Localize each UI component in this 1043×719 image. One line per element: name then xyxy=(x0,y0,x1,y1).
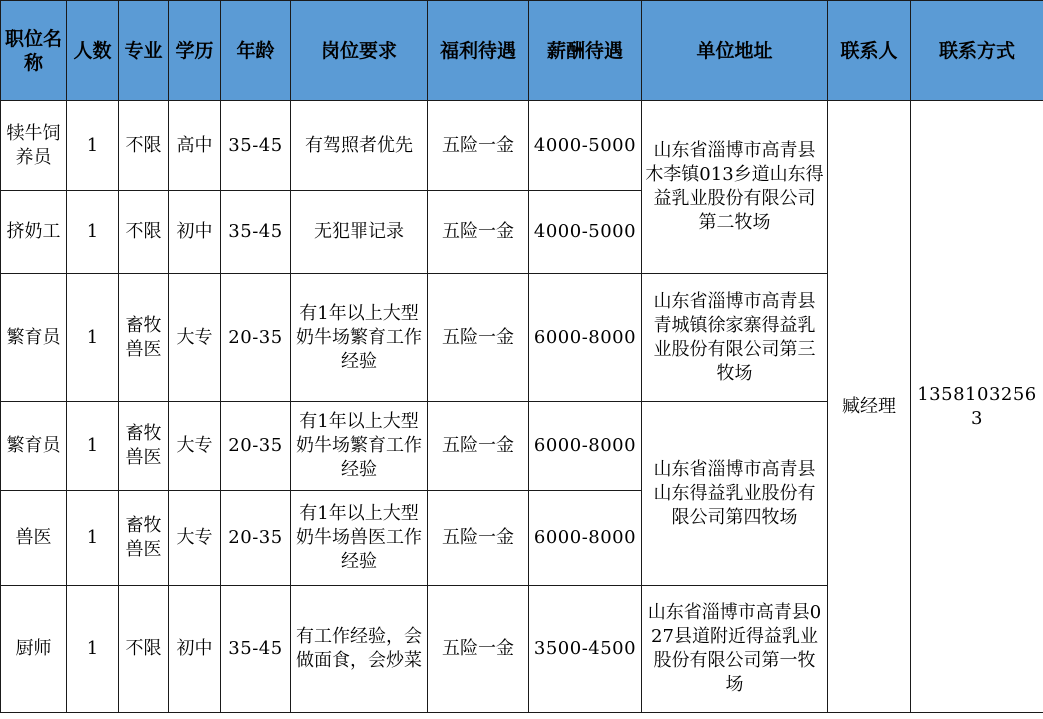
position-cell: 犊牛饲养员 xyxy=(1,101,67,191)
count-cell: 1 xyxy=(67,274,119,402)
header-education: 学历 xyxy=(169,1,221,101)
benefits-cell: 五险一金 xyxy=(428,101,529,191)
header-age: 年龄 xyxy=(221,1,291,101)
benefits-cell: 五险一金 xyxy=(428,491,529,586)
header-benefits: 福利待遇 xyxy=(428,1,529,101)
education-cell: 高中 xyxy=(169,101,221,191)
requirement-cell: 有1年以上大型奶牛场兽医工作经验 xyxy=(291,491,428,586)
address-cell: 山东省淄博市高青县山东得益乳业股份有限公司第四牧场 xyxy=(642,402,828,586)
position-cell: 繁育员 xyxy=(1,402,67,491)
requirement-cell: 有驾照者优先 xyxy=(291,101,428,191)
contact-person-cell: 臧经理 xyxy=(828,101,911,713)
position-cell: 挤奶工 xyxy=(1,191,67,274)
major-cell: 不限 xyxy=(119,586,169,713)
salary-cell: 4000-5000 xyxy=(529,101,642,191)
education-cell: 大专 xyxy=(169,402,221,491)
education-cell: 大专 xyxy=(169,274,221,402)
salary-cell: 3500-4500 xyxy=(529,586,642,713)
major-cell: 畜牧兽医 xyxy=(119,402,169,491)
address-cell: 山东省淄博市高青县木李镇013乡道山东得益乳业股份有限公司第二牧场 xyxy=(642,101,828,274)
major-cell: 畜牧兽医 xyxy=(119,274,169,402)
salary-cell: 6000-8000 xyxy=(529,491,642,586)
count-cell: 1 xyxy=(67,402,119,491)
count-cell: 1 xyxy=(67,101,119,191)
age-cell: 20-35 xyxy=(221,274,291,402)
table-row xyxy=(1,101,1043,191)
header-contact-person: 联系人 xyxy=(828,1,911,101)
count-cell: 1 xyxy=(67,191,119,274)
major-cell: 畜牧兽医 xyxy=(119,491,169,586)
salary-cell: 6000-8000 xyxy=(529,274,642,402)
major-cell: 不限 xyxy=(119,191,169,274)
education-cell: 初中 xyxy=(169,191,221,274)
header-major: 专业 xyxy=(119,1,169,101)
count-cell: 1 xyxy=(67,586,119,713)
header-count: 人数 xyxy=(67,1,119,101)
requirement-cell: 无犯罪记录 xyxy=(291,191,428,274)
age-cell: 20-35 xyxy=(221,491,291,586)
age-cell: 35-45 xyxy=(221,101,291,191)
benefits-cell: 五险一金 xyxy=(428,402,529,491)
benefits-cell: 五险一金 xyxy=(428,586,529,713)
header-position: 职位名称 xyxy=(1,1,67,101)
position-cell: 兽医 xyxy=(1,491,67,586)
requirement-cell: 有工作经验，会做面食，会炒菜 xyxy=(291,586,428,713)
header-row xyxy=(1,1,1043,101)
age-cell: 35-45 xyxy=(221,586,291,713)
header-address: 单位地址 xyxy=(642,1,828,101)
header-contact-phone: 联系方式 xyxy=(911,1,1043,101)
benefits-cell: 五险一金 xyxy=(428,274,529,402)
education-cell: 初中 xyxy=(169,586,221,713)
salary-cell: 4000-5000 xyxy=(529,191,642,274)
address-cell: 山东省淄博市高青县027县道附近得益乳业股份有限公司第一牧场 xyxy=(642,586,828,713)
salary-cell: 6000-8000 xyxy=(529,402,642,491)
age-cell: 20-35 xyxy=(221,402,291,491)
requirement-cell: 有1年以上大型奶牛场繁育工作经验 xyxy=(291,402,428,491)
header-requirement: 岗位要求 xyxy=(291,1,428,101)
age-cell: 35-45 xyxy=(221,191,291,274)
position-cell: 厨师 xyxy=(1,586,67,713)
requirement-cell: 有1年以上大型奶牛场繁育工作经验 xyxy=(291,274,428,402)
header-salary: 薪酬待遇 xyxy=(529,1,642,101)
position-cell: 繁育员 xyxy=(1,274,67,402)
address-cell: 山东省淄博市高青县青城镇徐家寨得益乳业股份有限公司第三牧场 xyxy=(642,274,828,402)
major-cell: 不限 xyxy=(119,101,169,191)
contact-phone-cell: 13581032563 xyxy=(911,101,1043,713)
education-cell: 大专 xyxy=(169,491,221,586)
benefits-cell: 五险一金 xyxy=(428,191,529,274)
count-cell: 1 xyxy=(67,491,119,586)
